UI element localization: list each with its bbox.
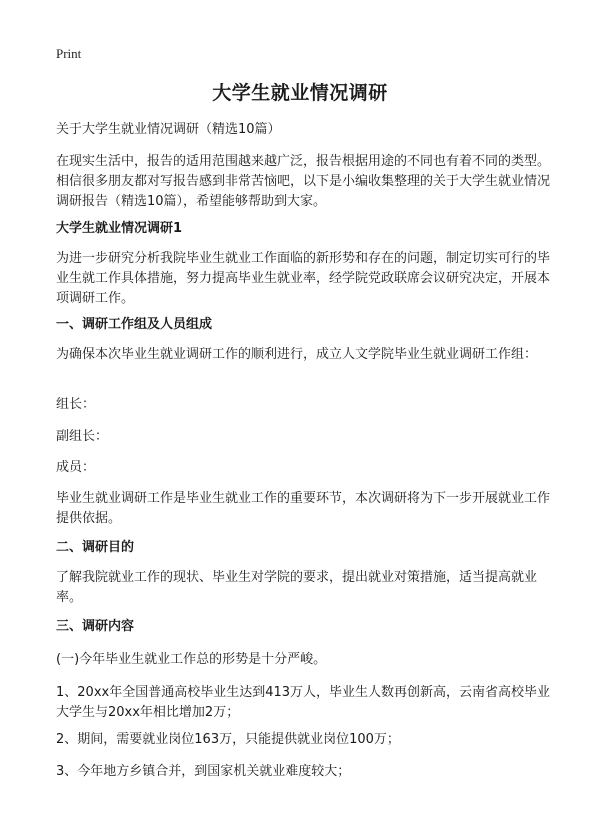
team-paragraph: 为确保本次毕业生就业调研工作的顺利进行，成立人文学院毕业生就业调研工作组：	[56, 347, 538, 362]
content-item-0: (一)今年毕业生就业工作总的形势是十分严峻。	[56, 652, 327, 667]
intro-paragraph: 在现实生活中，报告的适用范围越来越广泛，报告根据用途的不同也有着不同的类型。相信很多朋友都对写报告感到非常苦恼吧，以下是小编收集整理的关于大学生就业情况调研报告（精选10篇），希望能够帮助到大家。	[56, 154, 551, 209]
subtitle-text: 关于大学生就业情况调研（精选10篇）	[56, 122, 281, 137]
print-link[interactable]: Print	[56, 46, 82, 61]
importance-paragraph: 毕业生就业调研工作是毕业生就业工作的重要环节，本次调研将为下一步开展就业工作提供依据。	[56, 491, 551, 526]
content-item-2: 2、期间，需要就业岗位163万，只能提供就业岗位100万；	[56, 732, 400, 747]
content-heading: 三、调研内容	[56, 619, 135, 634]
section1-heading: 大学生就业情况调研1	[56, 221, 183, 236]
section1-paragraph: 为进一步研究分析我院毕业生就业工作面临的新形势和存在的问题，制定切实可行的毕业生就工作具体措施，努力提高毕业生就业率，经学院党政联席会议研究决定，开展本项调研工作。	[56, 251, 551, 306]
purpose-heading: 二、调研目的	[56, 540, 135, 555]
content-item-1: 1、20xx年全国普通高校毕业生达到413万人，毕业生人数再创新高，云南省高校毕业大学生与20xx年相比增加2万；	[56, 685, 551, 720]
members-label: 成员：	[56, 460, 96, 475]
content-item-3: 3、今年地方乡镇合并，到国家机关就业难度较大；	[56, 764, 351, 779]
leader-label: 组长：	[56, 397, 96, 412]
team-heading: 一、调研工作组及人员组成	[56, 317, 213, 332]
purpose-paragraph: 了解我院就业工作的现状、毕业生对学院的要求，提出就业对策措施，适当提高就业率。	[56, 570, 538, 605]
page-title: 大学生就业情况调研	[212, 82, 388, 104]
deputy-label: 副组长：	[56, 429, 109, 444]
